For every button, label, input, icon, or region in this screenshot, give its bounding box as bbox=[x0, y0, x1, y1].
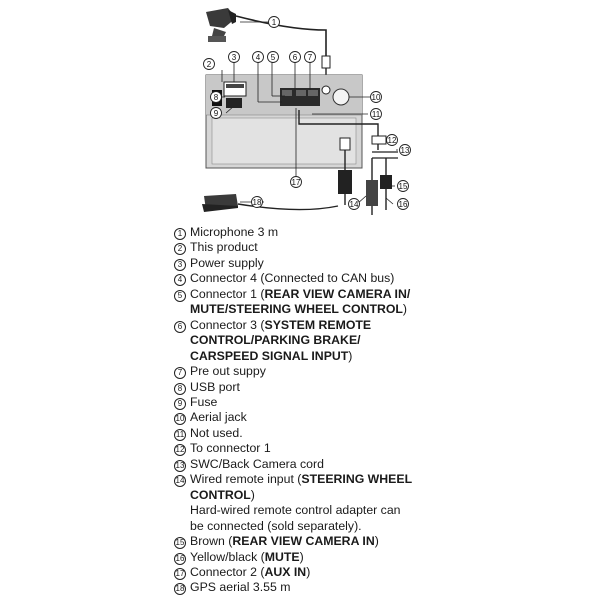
legend-item bbox=[174, 380, 604, 395]
legend-bold-text: AUX IN bbox=[264, 564, 307, 579]
legend-bold-text: SYSTEM REMOTE bbox=[264, 317, 372, 332]
legend-plain-text: be connected (sold separately). bbox=[190, 518, 362, 533]
legend-number-circle: 10 bbox=[175, 414, 185, 424]
legend-number-circle: 11 bbox=[175, 429, 185, 439]
legend-text bbox=[190, 472, 604, 487]
callout-14 bbox=[349, 199, 360, 210]
callout-13 bbox=[400, 145, 411, 156]
legend-text bbox=[190, 503, 604, 518]
legend-plain-text: Connector 4 (Connected to CAN bus) bbox=[190, 271, 395, 286]
svg-text:2: 2 bbox=[206, 59, 212, 69]
legend-bold-text: STEERING WHEEL bbox=[301, 472, 413, 487]
legend-plain-text: Hard-wired remote control adapter can bbox=[190, 503, 401, 518]
legend-text bbox=[190, 302, 604, 317]
svg-text:10: 10 bbox=[371, 92, 381, 102]
legend-item bbox=[174, 550, 604, 565]
legend-item bbox=[174, 256, 604, 271]
legend-number-circle: 16 bbox=[175, 553, 185, 563]
legend-number bbox=[174, 287, 190, 302]
legend-text bbox=[190, 287, 604, 302]
legend-plain-text: This product bbox=[190, 240, 258, 255]
callout-12 bbox=[387, 135, 398, 146]
legend-number bbox=[174, 441, 190, 456]
legend-number-circle: 18 bbox=[175, 584, 185, 594]
callout-4 bbox=[253, 52, 264, 63]
legend-number-circle: 6 bbox=[174, 321, 186, 333]
legend-number-circle: 12 bbox=[175, 445, 185, 455]
legend-item bbox=[174, 472, 604, 487]
legend-number-circle: 3 bbox=[174, 259, 186, 271]
legend-item bbox=[174, 333, 604, 348]
legend-number bbox=[174, 302, 190, 317]
legend-plain-text: ) bbox=[299, 549, 304, 564]
legend-plain-text: Microphone 3 m bbox=[190, 225, 279, 239]
legend-plain-text: ) bbox=[306, 564, 311, 579]
legend-number-circle: 7 bbox=[174, 367, 186, 379]
legend-number bbox=[174, 364, 190, 379]
wired-remote-plug bbox=[338, 170, 352, 194]
legend-item bbox=[174, 441, 604, 456]
legend-number bbox=[174, 256, 190, 271]
legend-item bbox=[174, 580, 604, 595]
legend-number bbox=[174, 349, 190, 364]
legend-number-circle: 14 bbox=[175, 476, 185, 486]
callout-17 bbox=[291, 177, 302, 188]
svg-text:18: 18 bbox=[252, 197, 262, 207]
legend-plain-text: ) bbox=[374, 534, 379, 549]
legend-item bbox=[174, 225, 604, 240]
legend-plain-text: Power supply bbox=[190, 255, 264, 270]
legend-item bbox=[174, 534, 604, 549]
legend-plain-text: USB port bbox=[190, 379, 240, 394]
legend-item bbox=[174, 488, 604, 503]
legend-item bbox=[174, 271, 604, 286]
legend-item bbox=[174, 349, 604, 364]
svg-text:8: 8 bbox=[213, 92, 219, 102]
gps-aerial bbox=[202, 194, 338, 212]
legend-number-circle: 17 bbox=[175, 568, 185, 578]
legend-item bbox=[174, 364, 604, 379]
legend-item bbox=[174, 457, 604, 472]
legend-text bbox=[190, 488, 604, 503]
connector-2-socket bbox=[340, 138, 350, 150]
legend-number-circle: 2 bbox=[174, 243, 186, 255]
legend-item bbox=[174, 519, 604, 534]
legend-number-circle: 13 bbox=[175, 460, 185, 470]
legend-plain-text: Wired remote input ( bbox=[190, 472, 302, 487]
legend-bold-text: MUTE bbox=[264, 549, 300, 564]
legend-bold-text: REAR VIEW CAMERA IN bbox=[232, 534, 375, 549]
legend-text bbox=[190, 256, 604, 271]
legend-plain-text: GPS aerial 3.55 m bbox=[190, 580, 291, 595]
legend-number bbox=[174, 225, 190, 240]
legend-number bbox=[174, 503, 190, 518]
legend-text bbox=[190, 271, 604, 286]
wiring-diagram bbox=[0, 0, 615, 220]
svg-text:17: 17 bbox=[291, 177, 301, 187]
legend-text bbox=[190, 240, 604, 255]
svg-text:1: 1 bbox=[271, 17, 277, 27]
mic-input-jack bbox=[322, 86, 330, 94]
legend-plain-text: SWC/Back Camera cord bbox=[190, 456, 324, 471]
callout-3 bbox=[229, 52, 240, 63]
legend-number-circle: 9 bbox=[174, 398, 186, 410]
callout-5 bbox=[268, 52, 279, 63]
legend-text bbox=[190, 426, 604, 441]
legend-text bbox=[190, 565, 604, 580]
legend-plain-text: Brown ( bbox=[190, 534, 233, 549]
svg-text:15: 15 bbox=[398, 181, 408, 191]
svg-text:13: 13 bbox=[400, 145, 410, 155]
legend-plain-text: ) bbox=[402, 302, 408, 317]
callout-1 bbox=[269, 17, 280, 28]
legend-plain-text: Connector 2 ( bbox=[190, 564, 265, 579]
legend-text bbox=[190, 410, 604, 425]
legend-text bbox=[190, 349, 604, 364]
legend-number bbox=[174, 457, 190, 472]
legend-number bbox=[174, 380, 190, 395]
legend-bold-text: CONTROL bbox=[190, 487, 251, 502]
callout-6 bbox=[290, 52, 301, 63]
svg-text:12: 12 bbox=[387, 135, 397, 145]
legend-number bbox=[174, 580, 190, 595]
legend-text bbox=[190, 395, 604, 410]
legend-number bbox=[174, 240, 190, 255]
legend-plain-text: Fuse bbox=[190, 394, 218, 409]
legend-item bbox=[174, 503, 604, 518]
microphone-illustration bbox=[206, 8, 330, 80]
legend-number bbox=[174, 333, 190, 348]
legend-number-circle: 8 bbox=[174, 383, 186, 395]
callout-18 bbox=[252, 197, 263, 208]
callout-2 bbox=[204, 59, 215, 70]
legend-text bbox=[190, 364, 604, 379]
svg-text:3: 3 bbox=[231, 52, 237, 62]
legend-item bbox=[174, 426, 604, 441]
svg-text:11: 11 bbox=[371, 109, 381, 119]
legend-bold-text: MUTE/STEERING WHEEL CONTROL bbox=[190, 302, 403, 317]
legend-text bbox=[190, 333, 604, 348]
legend-plain-text: ) bbox=[250, 487, 255, 502]
callout-16 bbox=[398, 199, 409, 210]
legend-number-circle: 5 bbox=[174, 290, 186, 302]
callout-7 bbox=[305, 52, 316, 63]
callout-8 bbox=[211, 92, 222, 103]
legend-number bbox=[174, 426, 190, 441]
callout-15 bbox=[398, 181, 409, 192]
svg-text:4: 4 bbox=[255, 52, 261, 62]
legend-text bbox=[190, 225, 604, 240]
legend-item bbox=[174, 240, 604, 255]
legend-plain-text: ) bbox=[348, 348, 353, 363]
legend-number-circle: 4 bbox=[174, 274, 186, 286]
legend-number bbox=[174, 395, 190, 410]
legend-text bbox=[190, 441, 604, 456]
aerial-jack bbox=[333, 89, 349, 105]
legend-text bbox=[190, 318, 604, 333]
legend-item bbox=[174, 410, 604, 425]
legend-number bbox=[174, 550, 190, 565]
legend-number bbox=[174, 488, 190, 503]
legend-bold-text: REAR VIEW CAMERA IN/ bbox=[264, 286, 411, 301]
legend-item bbox=[174, 287, 604, 302]
legend-item bbox=[174, 302, 604, 317]
svg-text:5: 5 bbox=[270, 52, 276, 62]
legend-item bbox=[174, 395, 604, 410]
legend-number bbox=[174, 534, 190, 549]
legend-list bbox=[174, 225, 604, 596]
svg-text:16: 16 bbox=[398, 199, 408, 209]
svg-text:14: 14 bbox=[349, 199, 359, 209]
svg-text:7: 7 bbox=[307, 52, 313, 62]
legend-bold-text: CARSPEED SIGNAL INPUT bbox=[190, 348, 349, 363]
legend-number bbox=[174, 519, 190, 534]
legend-text bbox=[190, 534, 604, 549]
legend-text bbox=[190, 457, 604, 472]
legend-number bbox=[174, 318, 190, 333]
callout-9 bbox=[211, 108, 222, 119]
legend-item bbox=[174, 318, 604, 333]
legend-text bbox=[190, 580, 604, 595]
legend-item bbox=[174, 565, 604, 580]
legend-plain-text: Aerial jack bbox=[190, 410, 247, 425]
legend-plain-text: Connector 3 ( bbox=[190, 317, 265, 332]
legend-bold-text: CONTROL/PARKING BRAKE/ bbox=[190, 333, 361, 348]
legend-number bbox=[174, 472, 190, 487]
legend-text bbox=[190, 550, 604, 565]
legend-number bbox=[174, 271, 190, 286]
callout-11 bbox=[371, 109, 382, 120]
legend-plain-text: To connector 1 bbox=[190, 441, 271, 456]
legend-plain-text: Connector 1 ( bbox=[190, 286, 265, 301]
legend-number-circle: 15 bbox=[175, 538, 185, 548]
legend-number bbox=[174, 410, 190, 425]
legend-plain-text: Yellow/black ( bbox=[190, 549, 265, 564]
svg-text:9: 9 bbox=[213, 108, 219, 118]
callout-10 bbox=[371, 92, 382, 103]
legend-number bbox=[174, 565, 190, 580]
legend-plain-text: Not used. bbox=[190, 425, 243, 440]
legend-plain-text: Pre out suppy bbox=[190, 364, 266, 379]
legend-text bbox=[190, 380, 604, 395]
legend-number-circle: 1 bbox=[174, 228, 186, 240]
svg-text:6: 6 bbox=[292, 52, 298, 62]
legend-text bbox=[190, 519, 604, 534]
